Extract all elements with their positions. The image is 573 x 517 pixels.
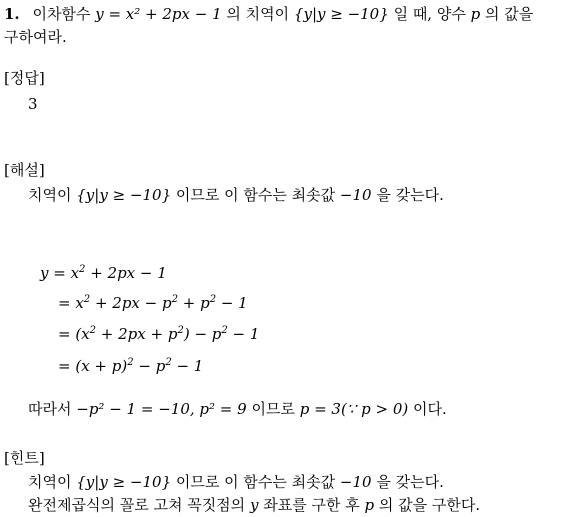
hint-line2-pre: 완전제곱식의 꼴로 고쳐 꼭짓점의 <box>28 496 246 514</box>
hint-line2-var2: p <box>364 496 375 514</box>
hint-line1-val: −10 <box>339 473 372 491</box>
hint-line1-range: {y|y ≥ −10} <box>76 473 172 491</box>
hint-line2-post: 좌표를 구한 후 <box>263 496 360 514</box>
explanation-line1-post: 을 갖는다. <box>376 186 444 204</box>
explanation-conclusion <box>28 399 447 419</box>
equation-1: $y = x^2 + 2px - 1$ <box>40 264 167 282</box>
hint-line-2 <box>28 495 480 515</box>
equation-3: = $(x^2 + 2px + p^2) - p^2 - 1$ <box>58 325 260 343</box>
hint-line2-post2: 의 값을 구한다. <box>378 496 481 514</box>
explanation-line-1 <box>28 185 444 205</box>
hint-label: [힌트] <box>4 449 45 467</box>
problem-function: y = x² + 2px − 1 <box>95 5 222 23</box>
conclusion-mid: 이므로 <box>251 400 295 418</box>
hint-line1-pre: 치역이 <box>28 473 72 491</box>
problem-range: {y|y ≥ −10} <box>293 5 389 23</box>
equation-2: = $x^2 + 2px - p^2 + p^2 - 1$ <box>58 294 248 312</box>
explanation-line1-mid: 이므로 이 함수는 최솟값 <box>175 186 336 204</box>
conclusion-post: 이다. <box>413 400 447 418</box>
explanation-line1-range: {y|y ≥ −10} <box>76 186 172 204</box>
problem-line-1 <box>4 4 533 24</box>
hint-line1-mid: 이므로 이 함수는 최솟값 <box>175 473 336 491</box>
hint-line1-post: 을 갖는다. <box>376 473 444 491</box>
explanation-line1-val: −10 <box>339 186 372 204</box>
problem-var-p: p <box>470 5 481 23</box>
explanation-line1-pre: 치역이 <box>28 186 72 204</box>
problem-text-pre: 이차함수 <box>32 5 91 23</box>
equation-4: = $(x + p)^2 - p^2 - 1$ <box>58 357 204 375</box>
problem-text-mid2: 일 때, 양수 <box>393 5 466 23</box>
hint-line-1 <box>28 472 444 492</box>
problem-text-post: 의 값을 <box>485 5 534 23</box>
conclusion-math: −p² − 1 = −10, p² = 9 <box>76 400 247 418</box>
hint-line2-var: y <box>249 496 259 514</box>
problem-line-2: 구하여라. <box>4 28 67 46</box>
conclusion-result: p = 3(∵ p > 0) <box>299 400 409 418</box>
answer-value: 3 <box>28 95 38 113</box>
answer-label: [정답] <box>4 69 45 87</box>
problem-text-mid1: 의 치역이 <box>226 5 290 23</box>
explanation-label: [해설] <box>4 161 45 179</box>
problem-number: 1. <box>4 5 20 23</box>
conclusion-pre: 따라서 <box>28 400 72 418</box>
